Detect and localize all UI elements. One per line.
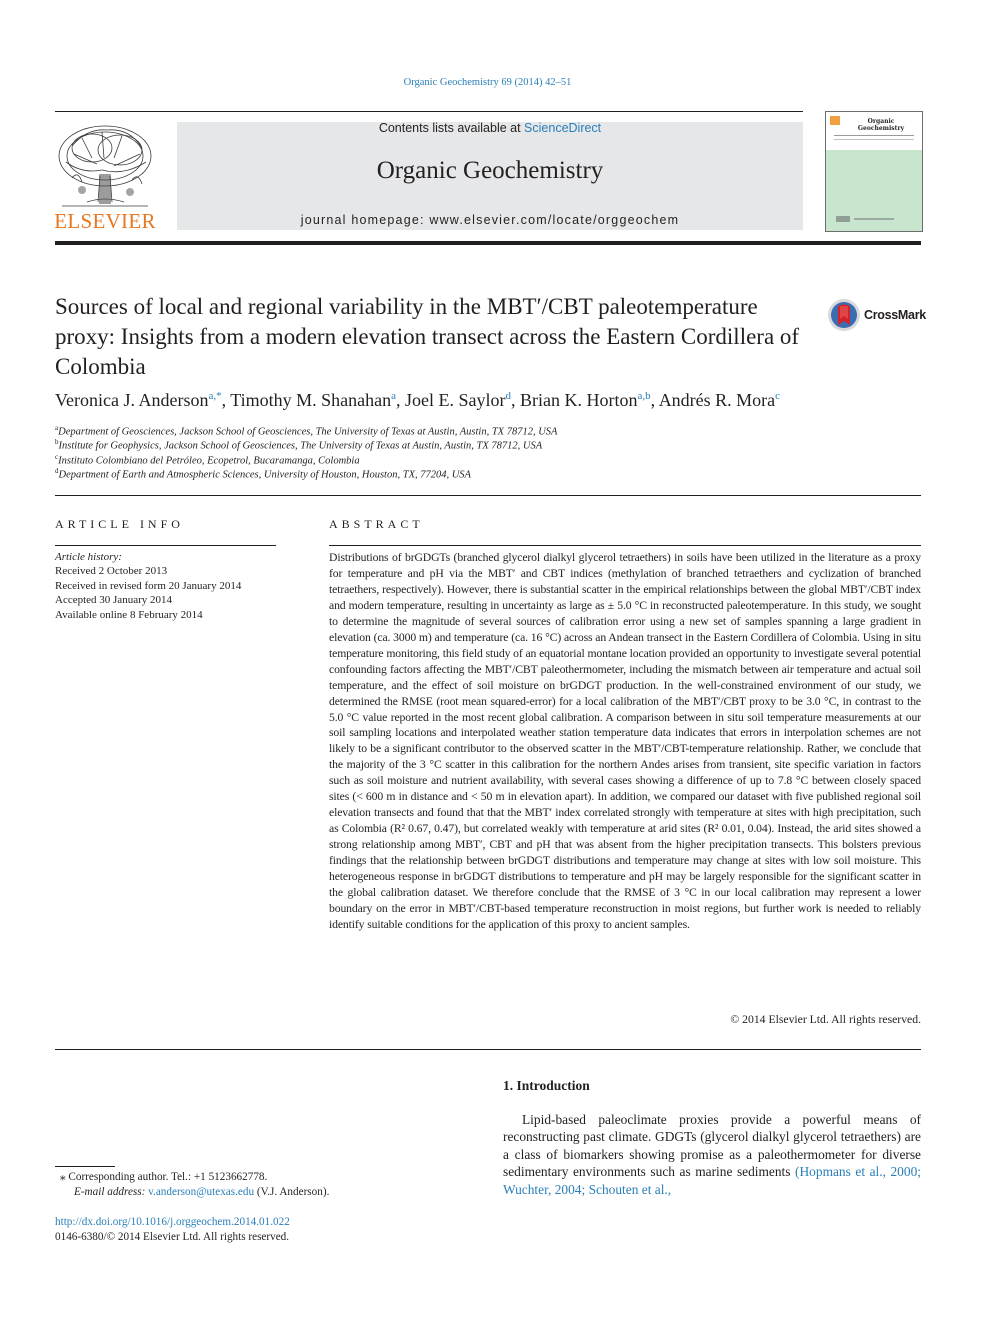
author-name[interactable]: Veronica J. Anderson [55, 390, 209, 410]
history-online: Available online 8 February 2014 [55, 608, 203, 621]
issn-copyright: 0146-6380/© 2014 Elsevier Ltd. All rights reserved. [55, 1231, 290, 1243]
author-affiliation-marker[interactable]: c [775, 390, 781, 402]
corresponding-author-note [60, 1170, 267, 1183]
author-separator: , [650, 390, 659, 410]
front-matter-rule [55, 495, 921, 496]
history-accepted: Accepted 30 January 2014 [55, 594, 172, 607]
footnote-marker: ⁎ [60, 1171, 66, 1183]
author-affiliation-marker[interactable]: a,* [208, 390, 222, 402]
journal-homepage[interactable]: journal homepage: www.elsevier.com/locate/orggeochem [300, 213, 680, 227]
affiliation-d: $^d$Department of Earth and Atmospheric Sciences, University of Houston, Houston, TX, 77204, USA [55, 467, 471, 481]
introduction-heading: 1. Introduction [503, 1078, 590, 1093]
sciencedirect-link[interactable]: ScienceDirect [524, 121, 602, 135]
journal-citation-link[interactable]: Organic Geochemistry 69 (2014) 42–51 [403, 77, 572, 88]
crossmark-label[interactable]: CrossMark [864, 308, 926, 322]
author-affiliation-marker[interactable]: a,b [637, 390, 651, 402]
author-list [55, 390, 935, 411]
author-separator: , [221, 390, 231, 410]
header-top-rule [55, 111, 803, 112]
abstract-copyright: © 2014 Elsevier Ltd. All rights reserved. [730, 1013, 921, 1026]
article-info-heading: ARTICLE INFO [55, 517, 184, 531]
introduction-text: Lipid-based paleoclimate proxies provide a powerful means of reconstructing past climate. GDGTs (glycerol dialkyl glycerol tetraethers) are a class of biomarkers showing promise as a paleothermometer for diverse sedimentary environments such as marine sediments [503, 1112, 921, 1180]
journal-title: Organic Geochemistry [376, 157, 604, 184]
affiliation-a: $^a$Department of Geosciences, Jackson School of Geosciences, The University of Texas at Austin, Austin, TX 78712, USA [55, 424, 558, 438]
cover-title-line-1: Organic [867, 118, 895, 125]
author-separator: , [511, 390, 521, 410]
author-name[interactable]: Brian K. Horton [520, 390, 638, 410]
history-revised: Received in revised form 20 January 2014 [55, 579, 242, 592]
email-suffix: (V.J. Anderson). [254, 1186, 330, 1198]
author-affiliation-marker[interactable]: d [505, 390, 512, 402]
author-affiliation-marker[interactable]: a [391, 390, 397, 402]
abstract-heading: ABSTRACT [329, 517, 424, 531]
header-thick-rule [55, 241, 921, 245]
author-separator: , [396, 390, 406, 410]
author-email-link[interactable]: v.anderson@utexas.edu [148, 1186, 255, 1198]
abstract-rule [329, 545, 921, 546]
author-email-note [74, 1186, 329, 1198]
elsevier-wordmark: ELSEVIER [54, 209, 156, 233]
email-label: E-mail address: [74, 1186, 146, 1198]
affiliation-c: $^c$Instituto Colombiano del Petróleo, Ecopetrol, Bucaramanga, Colombia [55, 453, 360, 467]
author-name[interactable]: Joel E. Saylor [405, 390, 506, 410]
introduction-citation-link[interactable]: (Hopmans et al., 2000; Wuchter, 2004; Schouten et al., [503, 1164, 921, 1197]
doi-link[interactable]: http://dx.doi.org/10.1016/j.orggeochem.2014.01.022 [55, 1216, 290, 1228]
author-name[interactable]: Timothy M. Shanahan [230, 390, 392, 410]
abstract-text: Distributions of brGDGTs (branched glycerol dialkyl glycerol tetraethers) in soils have been utilized in the literature as a proxy for temperature and pH via the MBT′ and CBT indices (methylation of branched tetraethers and cyclization of branched tetraethers, respectively). However, there is substantial scatter in the empirical relationships between the global MBT′/CBT index and modern temperature, resulting in uncertainty as large as ± 5.0 °C in reconstructed paleotemperature. In this study, we sought to determine the magnitude of several sources of calibration error using a new set of samples spanning a large gradient in elevation (ca. 3000 m) and temperature (ca. 16 °C) across an Andean transect in the Eastern Cordillera of Colombia. Using in situ temperature monitoring, this field study of an equatorial montane location provided an opportunity to investigate several potential confounding factors affecting the MBT′/CBT paleothermometer, including the mismatch between air temperature and actual soil temperature, and the effect of soil moisture on brGDGT production. In the well-constrained environment of our study, we determined the RMSE (root mean squared-error) for a local calibration of the MBT′/CBT proxy to be 3.0 °C, in contrast to the 5.0 °C value reported in the most recent global calibration. A comparison between in situ soil temperature measurements at our soil sampling locations and interpolated weather station temperature data indicates that errors in interpolation schemes are not likely to be a significant contributor to the observed scatter in the MBT′/CBT-temperature relationship. Rather, we conclude that the majority of the 3 °C scatter in this calibration for the northern Andes arises from transient, site specific variation in factors such as soil moisture and nutrient availability, with several cases showing a difference of up to 7.8 °C between closely spaced sites (< 600 m in distance and < 50 m in elevation apart). In addition, we compared our dataset with five published regional soil elevation transects and found that that the MBT′ index correlated strongly with temperature at sites with high precipitation, such as Colombia (R² 0.67, 0.47), but correlated weakly with temperature at arid sites (R² 0.01, 0.04). Instead, the arid sites showed a strong relationship among MBT′, CBT and pH that was absent from the higher precipitation transects. This bolsters previous findings that the relationship between brGDGT distributions and temperature may change at sites with low soil moisture. This heterogeneous response in brGDGT distributions to temperature and pH may be largely responsible for the significant scatter in the global calibration dataset. We therefore conclude that the RMSE of 3 °C in our local calibration may represent a lower boundary on the error in MBT′/CBT-based temperature reconstruction in moist regions, but further work is needed to reliably identify suitable conditions for the application of this proxy to ancient samples. [329, 551, 921, 931]
introduction-paragraph [503, 1111, 921, 1198]
cover-artwork [826, 112, 922, 231]
history-label: Article history: [55, 551, 122, 563]
contents-prefix: Contents lists available at [378, 121, 525, 135]
footnote-rule [55, 1166, 115, 1167]
article-history [55, 550, 241, 622]
cover-title-line-2: Geochemistry [857, 125, 905, 132]
journal-cover-thumbnail[interactable] [825, 111, 923, 232]
corresponding-author-text: Corresponding author. Tel.: +1 5123662778. [68, 1171, 268, 1183]
affiliation-b: $^b$Institute for Geophysics, Jackson School of Geosciences, The University of Texas at Austin, Austin, TX 78712, USA [55, 438, 543, 452]
abstract-body [329, 550, 921, 933]
author-name[interactable]: Andrés R. Mora [658, 390, 776, 410]
history-received: Received 2 October 2013 [55, 565, 168, 578]
contents-availability [177, 121, 803, 135]
article-info-rule [55, 545, 276, 546]
article-title: Sources of local and regional variability in the MBT′/CBT paleotemperature proxy: Insights from a modern elevation transect across the Eastern Cordillera of Colombia [55, 294, 800, 379]
abstract-end-rule [55, 1049, 921, 1050]
